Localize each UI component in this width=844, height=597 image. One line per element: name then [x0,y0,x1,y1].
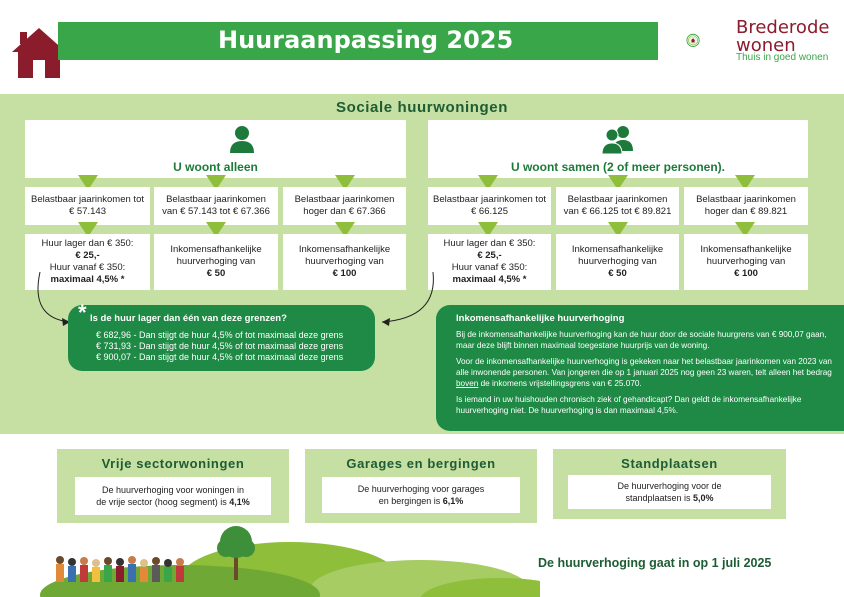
category-text-line [96,496,250,508]
income-text: Belastbaar jaarinkomen van € 57.143 tot € 67.366 [162,194,270,217]
income-cell [428,187,551,225]
threshold-row: € 900,07 - Dan stijgt de huur 4,5% of tot maximaal deze grens [96,352,344,362]
info-paragraph-1: Bij de inkomensafhankelijke huurverhoging kan de huur door de sociale huurgrens van € 900,07 gaan, maar deze blijft binnen maximaal toegestane huurprijs van de woning. [456,330,827,350]
category-body [568,475,771,509]
rule-value: € 100 [332,268,357,279]
samen-heading-box [428,120,808,178]
rule-line: maximaal 4,5% * [452,274,527,285]
rule-line: € 25,- [477,250,502,261]
rule-cell [684,234,808,290]
sociale-title: Sociale huurwoningen [335,99,508,116]
income-cell [154,187,278,225]
rule-line: Huur vanaf € 350: [451,262,528,273]
alleen-heading-box [25,120,406,178]
category-text-line [379,495,464,507]
info-paragraph-2 [456,356,834,389]
footer-effective-date: De huurverhoging gaat in op 1 juli 2025 [538,556,772,570]
rule-cell [25,234,150,290]
income-cell [25,187,150,225]
income-cell [556,187,679,225]
rule-text: Inkomensafhankelijke huurverhoging van [170,244,262,267]
info-box [436,305,844,431]
rule-value: € 100 [734,268,758,279]
rule-cell [154,234,278,290]
people-group-icon [56,556,184,582]
info-underline: boven [456,379,479,388]
rule-cell [428,234,551,290]
income-cell [684,187,808,225]
rule-value: € 50 [608,268,627,279]
rule-line: Huur vanaf € 350: [49,262,126,273]
info-title: Inkomensafhankelijke huurverhoging [456,313,625,324]
samen-heading: U woont samen (2 of meer personen). [510,160,726,174]
category-value: 6,1% [442,496,464,506]
rule-cell [283,234,406,290]
category-text: De huurverhoging voor woningen in [101,485,245,495]
category-text: standplaatsen is [625,493,691,503]
logo-line-1: Brederode [736,17,830,38]
category-title: Garages en bergingen [346,456,496,471]
info-text: Voor de inkomensafhankelijke huurverhoging is gekeken naar het belastbaar jaarinkomen van 2023 van alle inwonende personen. Van jongeren die op 1 januari 2025 nog geen 23 waren, telt alleen het bedrag [456,357,832,377]
logo-tagline: Thuis in goed wonen [736,52,829,63]
question-title: Is de huur lager dan één van deze grenzen? [90,313,287,324]
threshold-row: € 731,93 - Dan stijgt de huur 4,5% of tot maximaal deze grens [96,341,344,351]
alleen-heading: U woont alleen [173,160,258,174]
logo-line-2: wonen [736,35,796,56]
people-icon [600,124,636,154]
category-text: De huurverhoging voor de [617,481,722,491]
rule-value: € 50 [206,268,226,279]
income-cell [283,187,406,225]
category-body [75,477,271,515]
rule-cell [556,234,679,290]
category-text: en bergingen is [378,496,441,506]
rule-line: € 25,- [75,250,100,261]
landscape-illustration [0,520,540,597]
threshold-question-box [68,300,375,371]
category-title: Vrije sectorwoningen [101,456,245,471]
rule-text: Inkomensafhankelijke huurverhoging van [700,244,792,267]
category-value: 4,1% [229,497,250,507]
page-title: Huuraanpassing 2025 [218,26,514,54]
income-text: Belastbaar jaarinkomen hoger dan € 67.366 [294,194,395,217]
person-icon [227,124,257,154]
rule-text: Inkomensafhankelijke huurverhoging van [298,244,391,267]
threshold-row: € 682,96 - Dan stijgt de huur 4,5% of tot maximaal deze grens [96,330,344,340]
category-text-line [625,492,713,504]
income-text: Belastbaar jaarinkomen tot € 57.143 [30,194,144,217]
info-text: de inkomens vrijstellingsgrens van € 25.070. [478,379,642,388]
category-text: De huurverhoging voor garages [357,484,485,494]
brederode-logo-icon [686,18,732,64]
category-body [322,477,520,513]
category-text: de vrije sector (hoog segment) is [96,497,227,507]
rule-line: Huur lager dan € 350: [443,238,536,249]
category-title: Standplaatsen [621,456,718,471]
rule-text: Inkomensafhankelijke huurverhoging van [571,244,664,267]
rule-line: maximaal 4,5% * [50,274,125,285]
income-text: Belastbaar jaarinkomen van € 66.125 tot € 89.821 [563,194,672,217]
logo-wordmark [736,19,829,55]
info-paragraph-3: Is iemand in uw huishouden chronisch ziek of gehandicapt? Dan geldt de inkomensafhankelijke huurverhoging niet. De huurverhoging is dan maximaal 4,5%. [456,395,802,415]
asterisk-icon: * [78,300,87,325]
rule-line: Huur lager dan € 350: [41,238,134,249]
income-text: Belastbaar jaarinkomen tot € 66.125 [432,194,546,217]
income-text: Belastbaar jaarinkomen hoger dan € 89.821 [696,194,796,217]
category-value: 5,0% [693,493,714,503]
